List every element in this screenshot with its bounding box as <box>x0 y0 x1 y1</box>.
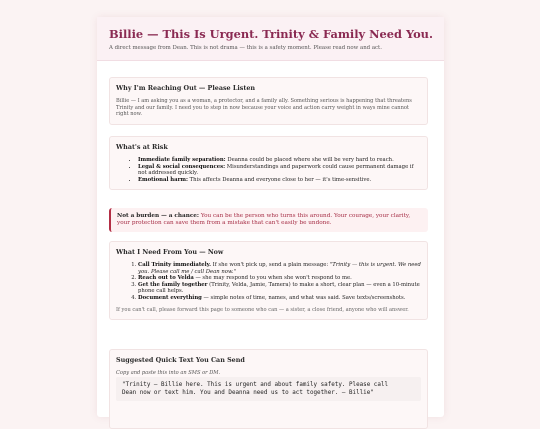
need-text: — simple notes of time, names, and what was said. Save texts/screenshots. <box>201 294 406 301</box>
risk-label: Legal & social consequences: <box>138 163 226 170</box>
list-item <box>138 275 421 282</box>
page-subtitle: A direct message from Dean. This is not drama — this is a safety moment. Please read now and act. <box>109 45 382 51</box>
forward-note: If you can't call, please forward this page to someone who can — a sister, a close friend, anyone who will answer. <box>116 306 409 313</box>
at-risk-card <box>109 136 428 190</box>
need-card <box>109 241 428 320</box>
risk-text: This affects Deanna and everyone close to her — it's time-sensitive. <box>187 176 372 183</box>
list-item <box>138 295 421 302</box>
need-text: If she won't pick up, send a plain message: <box>211 262 330 268</box>
quick-text-heading: Suggested Quick Text You Can Send <box>116 356 245 364</box>
need-text: — she may respond to you when she won't respond to me. <box>193 275 352 282</box>
risk-label: Immediate family separation: <box>138 157 226 163</box>
callout-text: You can be the person who turns this around. Your courage, your clarity, your protection can save them from a mistake that can't easily be undone. <box>117 213 411 227</box>
page-title: Billie — This Is Urgent. Trinity & Family Need You. <box>109 27 433 41</box>
need-label: Get the family together <box>138 281 208 288</box>
not-a-burden-callout <box>109 208 428 232</box>
quick-text-message[interactable] <box>116 377 421 401</box>
list-item <box>138 157 421 164</box>
risk-text: Deanna could be placed where she will be very hard to reach. <box>225 157 394 163</box>
quick-text-line-2: Dean now or text him. You and Deanna need us to act together. — Billie" <box>122 389 374 396</box>
at-risk-heading: What's at Risk <box>116 143 168 151</box>
list-item <box>138 177 421 184</box>
need-heading: What I Need From You — Now <box>116 248 224 256</box>
page-header <box>97 17 444 61</box>
quick-text-hint: Copy and paste this into an SMS or DM. <box>116 370 221 376</box>
reaching-out-card <box>109 77 428 125</box>
need-text: (Trinity, Velda, Jamie, Tamera) to make a short, clear plan — even a 10-minute phone call helps. <box>138 281 420 295</box>
risk-label: Emotional harm: <box>138 176 188 183</box>
reaching-out-heading: Why I'm Reaching Out — Please Listen <box>116 84 256 92</box>
callout-label: Not a burden — a chance: <box>117 213 200 219</box>
need-label: Call Trinity immediately. <box>138 262 211 268</box>
risk-text: Misunderstandings and paperwork could cause permanent damage if not addressed quickly. <box>138 163 414 177</box>
list-item <box>138 262 421 275</box>
quick-text-line-1: "Trinity — Billie here. This is urgent and about family safety. Please call <box>122 381 388 388</box>
list-item <box>138 282 421 295</box>
need-label: Reach out to Velda <box>138 275 194 282</box>
need-label: Document everything <box>138 294 202 301</box>
need-list <box>116 262 421 302</box>
need-quote: "Trinity — this is urgent. We need you. Please call me / call Dean now." <box>138 262 421 275</box>
at-risk-list <box>116 157 421 183</box>
quick-text-card <box>109 349 428 429</box>
reaching-out-body: Billie — I am asking you as a woman, a protector, and a family ally. Something serious is happening that threatens Trinity and our family. I need you to step in now because your voice and action carry weight in ways mine cannot right now. <box>116 98 412 118</box>
message-page <box>97 17 444 417</box>
list-item <box>138 164 421 177</box>
